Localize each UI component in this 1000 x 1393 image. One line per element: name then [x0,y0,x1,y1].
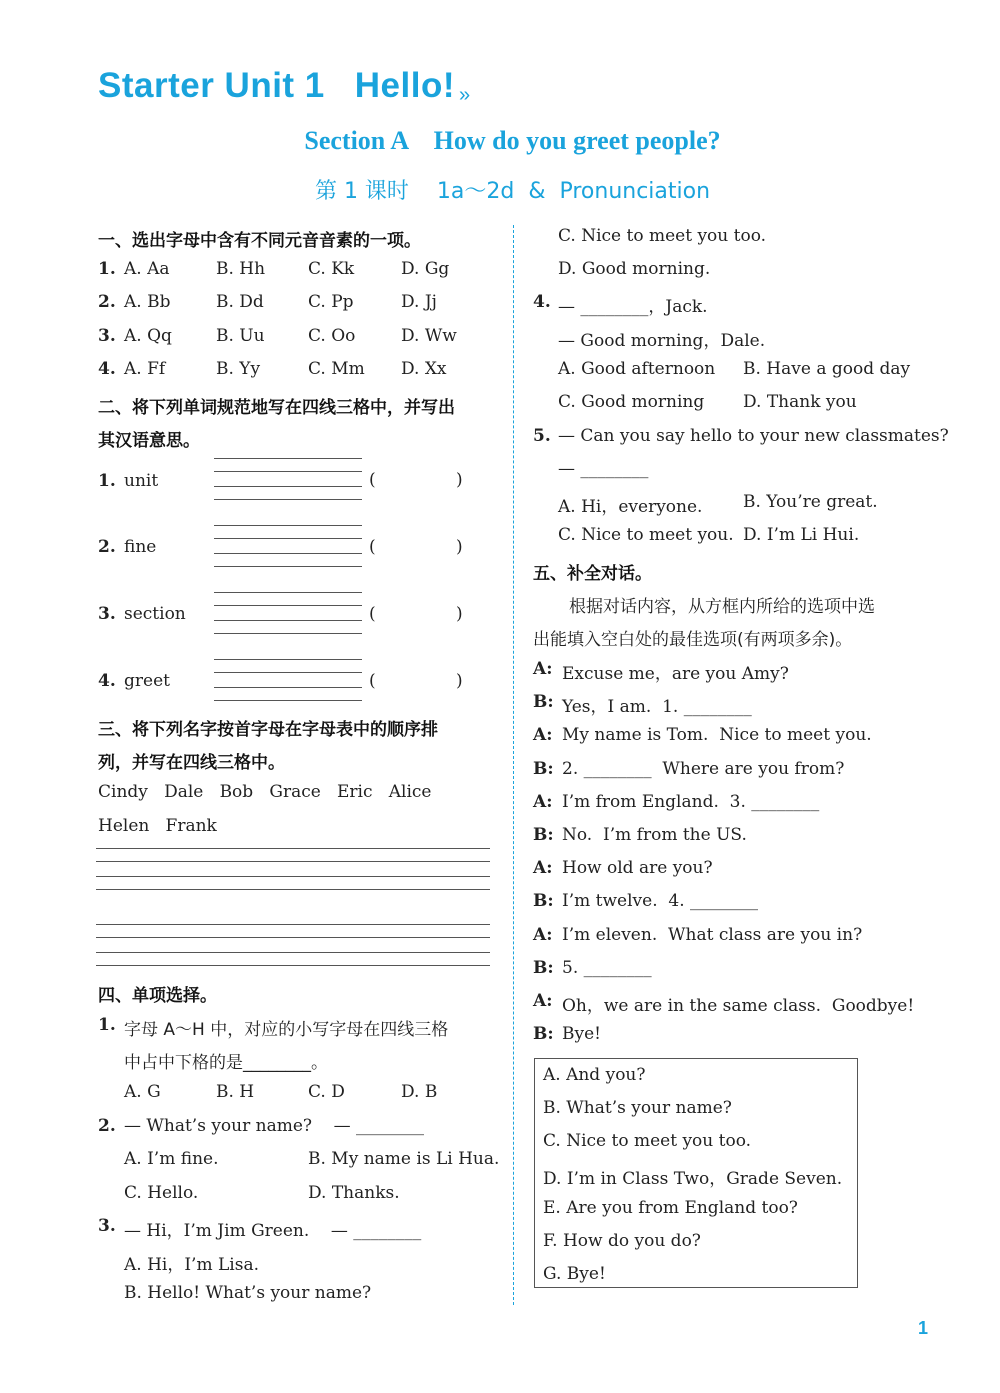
option-c: C. Mm [308,359,365,379]
option-c: C. Kk [308,259,355,279]
option-b: B. Dd [216,292,264,312]
question-number: 3. [98,326,116,346]
question-number: 5. [533,426,551,446]
dialogue-line: My name is Tom. Nice to meet you. [562,725,872,745]
question-stem: — What’s your name? — ________ [124,1116,425,1136]
dialogue-line: I’m twelve. 4. ________ [562,891,759,911]
option-b: B. Have a good day [743,359,911,379]
word-number: 3. [98,604,116,624]
word-number: 2. [98,537,116,557]
speaker: B: [533,891,554,911]
option-a: A. Aa [124,259,170,279]
dialogue-line: Bye! [562,1024,601,1044]
question-stem: 字母 A～H 中，对应的小写字母在四线三格 [124,1020,449,1040]
box-option-a: A. And you? [543,1065,646,1085]
paren-close: ) [456,470,463,490]
option-a: A. Hi，everyone. [558,497,703,517]
speaker: A: [533,725,553,745]
option-a: A. Good afternoon [558,359,716,379]
speaker: B: [533,692,554,712]
question-stem: — Good morning，Dale. [558,331,766,351]
paren-close: ) [456,604,463,624]
paren-close: ) [456,671,463,691]
question-stem: — ________ [558,459,649,479]
option-a: A. Ff [124,359,166,379]
paren-open: ( [369,604,376,624]
box-option-g: G. Bye! [543,1264,606,1284]
box-option-e: E. Are you from England too? [543,1198,798,1218]
option-c: C. Pp [308,292,354,312]
word-text: fine [124,537,157,557]
option-a: A. Qq [124,326,172,346]
four-line-grid[interactable] [214,592,362,632]
option-d: D. B [401,1082,438,1102]
lesson-title: 第 1 课时 1a～2d & Pronunciation [314,179,711,204]
option-c: C. Nice to meet you too. [558,226,767,246]
option-c: C. Oo [308,326,356,346]
speaker: B: [533,825,554,845]
question-number: 2. [98,292,116,312]
part5-instruction-line1: 根据对话内容，从方框内所给的选项中选 [569,597,875,617]
option-b: B. Yy [216,359,261,379]
part4-heading: 四、单项选择。 [98,986,217,1006]
word-text: greet [124,671,170,691]
option-c: C. Good morning [558,392,705,412]
part1-heading: 一、选出字母中含有不同元音音素的一项。 [98,231,421,251]
dialogue-line: Yes，I am. 1. ________ [562,697,752,717]
option-d: D. Gg [401,259,450,279]
word-number: 4. [98,671,116,691]
four-line-grid[interactable] [214,458,362,498]
names-list-line1: Cindy Dale Bob Grace Eric Alice [98,782,432,802]
part2-heading-line2: 其汉语意思。 [98,431,200,451]
page-number: 1 [918,1318,929,1338]
speaker: B: [533,958,554,978]
unit-title [98,66,471,107]
option-d: D. Xx [401,359,447,379]
paren-open: ( [369,470,376,490]
option-c: C. Hello. [124,1183,199,1203]
word-text: section [124,604,186,624]
unit-title-hello: Hello! [354,66,456,105]
speaker: A: [533,925,553,945]
question-number: 1. [98,259,116,279]
box-option-b: B. What’s your name? [543,1098,732,1118]
option-a: A. G [124,1082,161,1102]
double-chevron-icon: » [459,84,471,106]
dialogue-line: I’m from England. 3. ________ [562,792,820,812]
question-stem: — Hi，I’m Jim Green. — ________ [124,1221,422,1241]
option-b: B. H [216,1082,255,1102]
paren-close: ) [456,537,463,557]
box-option-f: F. How do you do? [543,1231,701,1251]
option-d: D. Thanks. [308,1183,400,1203]
dialogue-line: Oh，we are in the same class. Goodbye! [562,996,915,1016]
option-b: B. Uu [216,326,265,346]
part3-heading-line2: 列，并写在四线三格中。 [98,753,285,773]
option-b: B. Hello! What’s your name? [124,1283,372,1303]
option-d: D. Thank you [743,392,857,412]
four-line-grid-long[interactable] [96,848,490,892]
box-option-c: C. Nice to meet you too. [543,1131,752,1151]
word-text: unit [124,471,159,491]
column-divider [513,225,514,1305]
part5-heading: 五、补全对话。 [533,564,652,584]
question-number: 1. [98,1015,116,1035]
box-option-d: D. I’m in Class Two，Grade Seven. [543,1169,843,1189]
option-b: B. My name is Li Hua. [308,1149,500,1169]
option-a: A. I’m fine. [124,1149,219,1169]
dialogue-line: Excuse me，are you Amy? [562,664,789,684]
paren-open: ( [369,537,376,557]
option-d: D. Ww [401,326,457,346]
word-number: 1. [98,471,116,491]
speaker: A: [533,991,553,1011]
question-stem: — ________，Jack. [558,297,708,317]
speaker: A: [533,792,553,812]
paren-open: ( [369,671,376,691]
option-d: D. Good morning. [558,259,711,279]
option-b: B. Hh [216,259,266,279]
question-number: 2. [98,1116,116,1136]
dialogue-line: 2. ________ Where are you from? [562,759,845,779]
question-stem: — Can you say hello to your new classmates? [558,426,949,446]
question-stem: 中占中下格的是________。 [124,1053,328,1073]
option-d: D. I’m Li Hui. [743,525,860,545]
unit-title-main: Starter Unit 1 [98,66,325,105]
speaker: A: [533,659,553,679]
option-a: A. Bb [124,292,171,312]
four-line-grid[interactable] [214,659,362,699]
question-number: 4. [533,292,551,312]
four-line-grid-long[interactable] [96,924,490,968]
part2-heading-line1: 二、将下列单词规范地写在四线三格中，并写出 [98,398,455,418]
option-d: D. Jj [401,292,437,312]
dialogue-line: No. I’m from the US. [562,825,747,845]
dialogue-line: How old are you? [562,858,713,878]
question-number: 4. [98,359,116,379]
question-number: 3. [98,1216,116,1236]
option-b: B. You’re great. [743,492,878,512]
part3-heading-line1: 三、将下列名字按首字母在字母表中的顺序排 [98,720,438,740]
dialogue-line: I’m eleven. What class are you in? [562,925,863,945]
names-list-line2: Helen Frank [98,816,217,836]
section-title: Section A How do you greet people? [304,126,721,155]
part5-instruction-line2: 出能填入空白处的最佳选项(有两项多余)。 [533,630,853,650]
option-c: C. Nice to meet you. [558,525,734,545]
option-c: C. D [308,1082,345,1102]
speaker: B: [533,1024,554,1044]
option-a: A. Hi，I’m Lisa. [124,1255,259,1275]
four-line-grid[interactable] [214,525,362,565]
dialogue-line: 5. ________ [562,958,652,978]
speaker: A: [533,858,553,878]
speaker: B: [533,759,554,779]
